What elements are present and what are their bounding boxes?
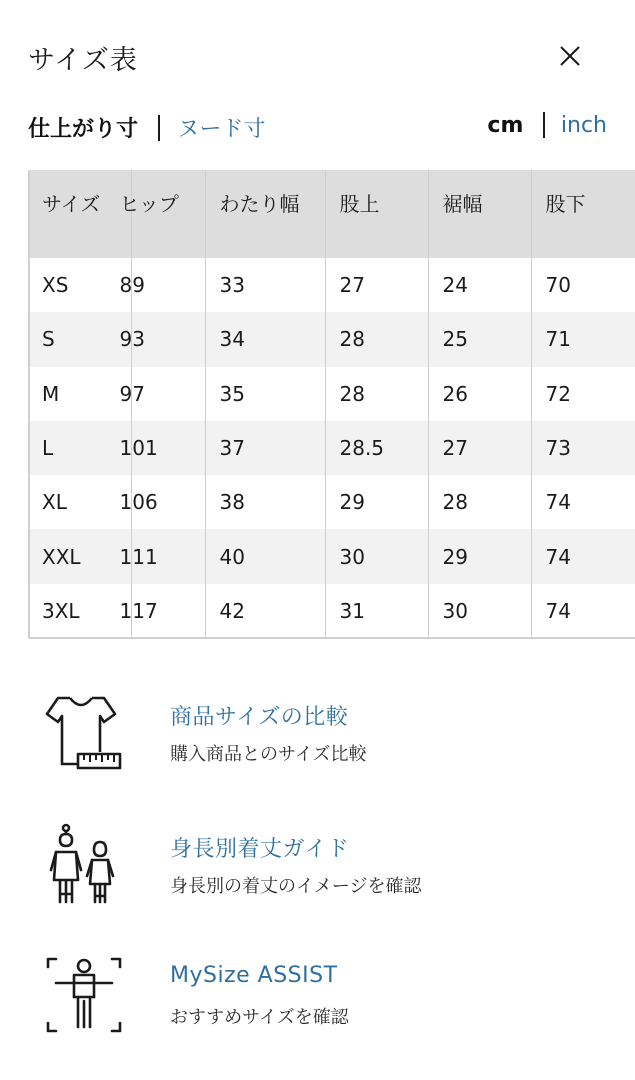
table-cell: L <box>28 421 131 475</box>
table-cell: 111 <box>131 529 205 583</box>
table-header-row <box>28 170 635 258</box>
table-cell: 117 <box>131 584 205 638</box>
tool-height-guide[interactable] <box>0 824 635 914</box>
table-cell: 3XL <box>28 584 131 638</box>
table-cell: 27 <box>428 421 531 475</box>
table-cell: 28 <box>428 475 531 529</box>
tool-desc: おすすめサイズを確認 <box>170 1007 349 1028</box>
header-size: サイズ <box>28 170 131 258</box>
table-cell: 89 <box>131 258 205 312</box>
table-row <box>28 312 635 366</box>
table-cell: 24 <box>428 258 531 312</box>
tool-title[interactable]: MySize ASSIST <box>170 963 338 988</box>
table-cell: 70 <box>531 258 635 312</box>
table-row <box>28 475 635 529</box>
table-cell: 74 <box>531 529 635 583</box>
table-cell: 40 <box>205 529 325 583</box>
table-cell: XS <box>28 258 131 312</box>
toggle-bar <box>0 108 635 148</box>
table-cell: 34 <box>205 312 325 366</box>
measure-toggle <box>28 112 266 143</box>
header-inseam: 股下 <box>531 170 635 258</box>
table-cell: 30 <box>428 584 531 638</box>
header-thigh: わたり幅 <box>205 170 325 258</box>
table-cell: 26 <box>428 367 531 421</box>
table-cell: 101 <box>131 421 205 475</box>
table-cell: 30 <box>325 529 428 583</box>
table-cell: 93 <box>131 312 205 366</box>
divider <box>543 112 545 138</box>
table-cell: 74 <box>531 475 635 529</box>
table-cell: XXL <box>28 529 131 583</box>
header-hem: 裾幅 <box>428 170 531 258</box>
tool-mysize-assist[interactable] <box>0 955 635 1045</box>
tshirt-ruler-icon <box>44 692 124 772</box>
table-cell: 38 <box>205 475 325 529</box>
measure-nude-tab[interactable]: ヌード寸 <box>177 117 266 142</box>
body-scan-icon <box>44 955 124 1035</box>
header-rise: 股上 <box>325 170 428 258</box>
measure-finished-tab[interactable]: 仕上がり寸 <box>28 117 139 142</box>
size-table <box>28 170 635 638</box>
table-cell: 73 <box>531 421 635 475</box>
table-row <box>28 421 635 475</box>
table-cell: 37 <box>205 421 325 475</box>
table-cell: 106 <box>131 475 205 529</box>
table-cell: 31 <box>325 584 428 638</box>
tool-title[interactable]: 商品サイズの比較 <box>170 705 349 730</box>
unit-cm-tab[interactable]: cm <box>487 112 524 138</box>
table-cell: 71 <box>531 312 635 366</box>
header-hip: ヒップ <box>131 170 205 258</box>
unit-toggle <box>487 112 607 138</box>
table-cell: 72 <box>531 367 635 421</box>
size-table-scroll[interactable] <box>28 170 635 638</box>
table-row <box>28 367 635 421</box>
table-row <box>28 584 635 638</box>
tool-size-compare[interactable] <box>0 692 635 782</box>
table-cell: XL <box>28 475 131 529</box>
header <box>0 0 635 100</box>
table-row <box>28 258 635 312</box>
table-cell: 42 <box>205 584 325 638</box>
table-row <box>28 529 635 583</box>
divider <box>158 115 160 141</box>
table-cell: 28.5 <box>325 421 428 475</box>
unit-inch-tab[interactable]: inch <box>560 112 607 138</box>
tool-desc: 購入商品とのサイズ比較 <box>170 744 367 765</box>
table-cell: 29 <box>325 475 428 529</box>
close-icon[interactable] <box>552 38 588 74</box>
table-cell: 97 <box>131 367 205 421</box>
table-cell: 28 <box>325 312 428 366</box>
table-cell: 27 <box>325 258 428 312</box>
table-border <box>28 637 635 639</box>
table-cell: 74 <box>531 584 635 638</box>
tool-title[interactable]: 身長別着丈ガイド <box>170 837 350 862</box>
page-title: サイズ表 <box>28 45 138 76</box>
tool-desc: 身長別の着丈のイメージを確認 <box>170 876 422 897</box>
people-height-icon <box>44 824 124 904</box>
table-cell: 33 <box>205 258 325 312</box>
table-cell: M <box>28 367 131 421</box>
table-cell: 28 <box>325 367 428 421</box>
table-cell: S <box>28 312 131 366</box>
table-border <box>28 170 30 638</box>
table-cell: 29 <box>428 529 531 583</box>
table-cell: 25 <box>428 312 531 366</box>
table-cell: 35 <box>205 367 325 421</box>
